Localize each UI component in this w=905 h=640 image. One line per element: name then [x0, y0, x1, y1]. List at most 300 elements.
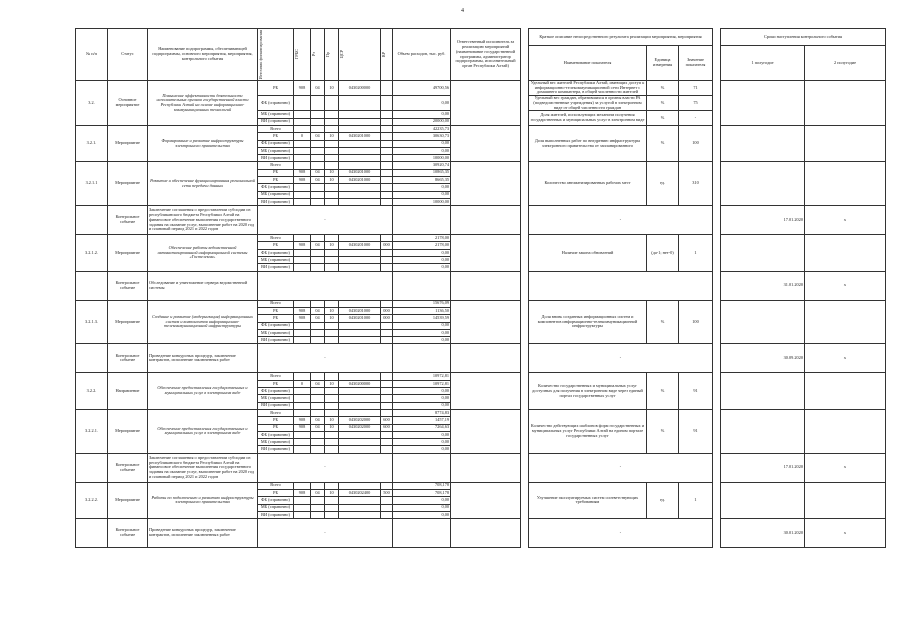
amount-value: 1136,50: [393, 307, 451, 314]
grbs-code: [294, 395, 311, 402]
half2-cell: [805, 300, 886, 344]
grbs-code: [294, 497, 311, 504]
gap-cell: [521, 344, 529, 373]
header-rz-text: Рз: [311, 52, 316, 57]
item-number: 3.2.2.1.: [76, 409, 108, 453]
finance-source: ВИ (справочно): [258, 155, 294, 162]
csr-code: [339, 322, 381, 329]
amount-value: 0,00: [393, 111, 451, 118]
gap-cell: [521, 235, 529, 271]
finance-source: РБ: [258, 81, 294, 96]
indicator-unit: %: [647, 125, 679, 161]
item-status: Мероприятие: [108, 482, 148, 518]
finance-source: ФБ (справочно): [258, 249, 294, 256]
vr-code: [381, 155, 393, 162]
indicator-value: 91: [679, 409, 713, 453]
gap-cell: [713, 81, 721, 126]
finance-source: Всего: [258, 482, 294, 489]
header-value: Значение показателя: [679, 46, 713, 81]
rz-code: [311, 497, 325, 504]
header-num: № п/п: [76, 29, 108, 81]
page-number: 4: [461, 8, 464, 14]
pr-code: [325, 257, 339, 264]
event-amount: [393, 206, 451, 235]
rz-code: [311, 300, 325, 307]
gap-cell: [713, 125, 721, 161]
grbs-code: [294, 184, 311, 191]
event-name: Проведение конкурсных процедур, заключение контрактов, исполнение заключенных работ: [148, 344, 258, 373]
pr-code: 10: [325, 169, 339, 176]
event-half2: х: [805, 453, 886, 482]
csr-code: [339, 300, 381, 307]
grbs-code: [294, 235, 311, 242]
indicator-value: 100: [679, 300, 713, 344]
event-amount: [393, 271, 451, 300]
gap-cell: [521, 125, 529, 161]
indicator-name: Наличие закона обновлений: [529, 235, 647, 271]
rz-code: [311, 373, 325, 380]
event-half2: х: [805, 206, 886, 235]
pr-code: [325, 184, 339, 191]
rz-code: 04: [311, 424, 325, 431]
item-status: Мероприятие: [108, 162, 148, 206]
csr-code: 0430201000: [339, 242, 381, 249]
grbs-code: [294, 504, 311, 511]
finance-source: ВИ (справочно): [258, 446, 294, 453]
pr-code: [325, 446, 339, 453]
csr-code: [339, 125, 381, 132]
rz-code: 04: [311, 307, 325, 314]
grbs-code: 908: [294, 490, 311, 497]
pr-code: [325, 249, 339, 256]
grbs-code: [294, 147, 311, 154]
grbs-code: [294, 409, 311, 416]
half1-cell: [721, 125, 805, 161]
gap-cell: [521, 409, 529, 453]
indicator-value: 75: [679, 96, 713, 111]
event-num-cell: [76, 206, 108, 235]
indicator-name: Доля вновь созданных информационных систем и компонентов информационно-телекоммуникационной инфраструктуры: [529, 300, 647, 344]
amount-value: 0,00: [393, 140, 451, 147]
gap-cell: [521, 453, 529, 482]
header-event-group: Сроки наступления контрольного события: [721, 29, 886, 46]
finance-source: МБ (справочно): [258, 191, 294, 198]
pr-code: [325, 198, 339, 205]
budget-table: [75, 28, 886, 548]
indicator-name: Удельный вес граждан, обратившихся в органы власти РА (подведомственные учреждения) за услугой в электронном виде от общей численности граждан: [529, 96, 647, 111]
finance-row: [76, 409, 886, 416]
pr-code: [325, 162, 339, 169]
indicator-value: 100: [679, 125, 713, 161]
pr-code: 10: [325, 490, 339, 497]
item-name: Создание и развитие (модернизация) информационных систем и компонентов информационно-телекоммуникационной инфраструктуры: [148, 300, 258, 344]
item-name: Обеспечение предоставления государственных и муниципальных услуг в электронном виде: [148, 409, 258, 453]
event-half2: х: [805, 271, 886, 300]
event-half1-date: 31.01.2020: [721, 271, 805, 300]
event-status: Контрольное событие: [108, 206, 148, 235]
csr-code: [339, 373, 381, 380]
grbs-code: 908: [294, 81, 311, 96]
vr-code: [381, 140, 393, 147]
header-csr-text: ЦСР: [339, 50, 344, 59]
header-name: Наименование подпрограммы, обеспечивающей подпрограммы, основного мероприятия, мероприятия, контрольного события: [148, 29, 258, 81]
csr-code: 0430200000: [339, 380, 381, 387]
header-status: Статус: [108, 29, 148, 81]
amount-value: 0,00: [393, 96, 451, 111]
event-name: Заключение соглашения о предоставлении субсидии из республиканского бюджета Республики Алтай на финансовое обеспечение выполнения государственного задания на оказание услуг, выполнение работ на 2020 год и плановый период 2021 и 2022 годов: [148, 206, 258, 235]
rz-code: [311, 395, 325, 402]
amount-value: 2178,00: [393, 242, 451, 249]
grbs-code: [294, 322, 311, 329]
item-number: 3.2.1.1: [76, 162, 108, 206]
grbs-code: [294, 446, 311, 453]
rz-code: [311, 235, 325, 242]
amount-value: 14539,59: [393, 315, 451, 322]
finance-source: РБ: [258, 307, 294, 314]
vr-code: [381, 482, 393, 489]
rz-code: [311, 198, 325, 205]
csr-code: [339, 395, 381, 402]
rz-code: 04: [311, 242, 325, 249]
event-result-dash: [529, 271, 713, 300]
event-executor: [451, 453, 521, 482]
gap-cell: [713, 235, 721, 271]
finance-source: ФБ (справочно): [258, 388, 294, 395]
finance-source: РБ: [258, 133, 294, 140]
pr-code: [325, 482, 339, 489]
rz-code: [311, 337, 325, 344]
amount-value: 0,00: [393, 184, 451, 191]
pr-code: 10: [325, 417, 339, 424]
rz-code: [311, 140, 325, 147]
vr-code: [381, 409, 393, 416]
amount-value: 0,00: [393, 147, 451, 154]
pr-code: [325, 439, 339, 446]
event-name: Обследование и уничтожение сервера ведомственной системы: [148, 271, 258, 300]
finance-source: РБ: [258, 417, 294, 424]
grbs-code: 908: [294, 169, 311, 176]
vr-code: [381, 176, 393, 183]
pr-code: 10: [325, 424, 339, 431]
csr-code: [339, 198, 381, 205]
amount-value: 42235,73: [393, 125, 451, 132]
grbs-code: 908: [294, 307, 311, 314]
header-amount: Объем расходов, тыс. руб.: [393, 29, 451, 81]
item-status: Направление: [108, 373, 148, 409]
pr-code: [325, 191, 339, 198]
rz-code: [311, 111, 325, 118]
finance-source: РБ: [258, 315, 294, 322]
pr-code: [325, 125, 339, 132]
amount-value: 0,00: [393, 257, 451, 264]
half2-cell: [805, 373, 886, 409]
gap-cell: [521, 482, 529, 518]
vr-code: [381, 300, 393, 307]
pr-code: [325, 322, 339, 329]
finance-source: ФБ (справочно): [258, 497, 294, 504]
rz-code: 04: [311, 417, 325, 424]
vr-code: 600: [381, 417, 393, 424]
indicator-unit: (да-1; нет-0): [647, 235, 679, 271]
pr-code: [325, 395, 339, 402]
grbs-code: [294, 198, 311, 205]
event-name: Проведение конкурсных процедур, заключение контрактов, исполнение заключенных работ: [148, 519, 258, 548]
item-name: Повышение эффективности деятельности исполнительных органов государственной власти Республики Алтай на основе информационно-коммуникационных технологий: [148, 81, 258, 126]
half2-cell: [805, 162, 886, 206]
event-half1-date: 17.01.2020: [721, 206, 805, 235]
event-status: Контрольное событие: [108, 519, 148, 548]
grbs-code: [294, 162, 311, 169]
indicator-unit: %: [647, 373, 679, 409]
event-half1-date: 30.09.2020: [721, 344, 805, 373]
gap-cell: [521, 81, 529, 126]
half1-cell: [721, 300, 805, 344]
event-half1-date: 30.01.2020: [721, 519, 805, 548]
finance-source: РБ: [258, 380, 294, 387]
csr-code: 0430201000: [339, 315, 381, 322]
finance-source: ВИ (справочно): [258, 264, 294, 271]
indicator-value: 71: [679, 81, 713, 96]
vr-code: [381, 511, 393, 518]
indicator-unit: %: [647, 409, 679, 453]
executor-cell: [451, 482, 521, 518]
amount-value: 10972,81: [393, 380, 451, 387]
amount-value: 0,00: [393, 504, 451, 511]
amount-value: 10972,81: [393, 373, 451, 380]
finance-source: ВИ (справочно): [258, 402, 294, 409]
indicator-name: Количество государственных и муниципальных услуг доступных для получения в электронном виде через единый портал государственных услуг: [529, 373, 647, 409]
vr-code: [381, 235, 393, 242]
executor-cell: [451, 409, 521, 453]
grbs-code: [294, 511, 311, 518]
gap-cell: [713, 482, 721, 518]
gap-cell: [713, 271, 721, 300]
event-num-cell: [76, 271, 108, 300]
amount-value: 0,00: [393, 511, 451, 518]
rz-code: [311, 249, 325, 256]
grbs-code: [294, 402, 311, 409]
indicator-name: Доля выполненных работ по внедрению инфраструктуры электронного правительства от запланированного: [529, 125, 647, 161]
finance-source: МБ (справочно): [258, 257, 294, 264]
event-dash: -: [258, 206, 393, 235]
amount-value: 0,00: [393, 446, 451, 453]
gap-cell: [521, 519, 529, 548]
vr-code: [381, 322, 393, 329]
csr-code: [339, 431, 381, 438]
amount-value: 30920,74: [393, 162, 451, 169]
gap-cell: [713, 453, 721, 482]
rz-code: [311, 329, 325, 336]
event-dash: -: [258, 344, 393, 373]
rz-code: 04: [311, 81, 325, 96]
vr-code: [381, 380, 393, 387]
grbs-code: 908: [294, 176, 311, 183]
pr-code: [325, 300, 339, 307]
event-executor: [451, 271, 521, 300]
executor-cell: [451, 162, 521, 206]
csr-code: 0430201000: [339, 133, 381, 140]
csr-code: [339, 147, 381, 154]
indicator-unit: %: [647, 96, 679, 111]
rz-code: [311, 388, 325, 395]
amount-value: 0,00: [393, 191, 451, 198]
gap-cell: [521, 206, 529, 235]
event-result-dash: -: [529, 344, 713, 373]
amount-value: 0,00: [393, 439, 451, 446]
finance-row: [76, 125, 886, 132]
csr-code: [339, 482, 381, 489]
pr-code: 10: [325, 176, 339, 183]
indicator-unit: ед.: [647, 482, 679, 518]
amount-value: 10000,00: [393, 155, 451, 162]
rz-code: 04: [311, 133, 325, 140]
csr-code: [339, 184, 381, 191]
executor-cell: [451, 235, 521, 271]
grbs-code: [294, 300, 311, 307]
indicator-name: Удельный вес жителей Республики Алтай, имеющих доступ к информационно-телекоммуникационной сети Интернет с домашнего компьютера, в общей численности жителей: [529, 81, 647, 96]
executor-cell: [451, 81, 521, 126]
grbs-code: [294, 388, 311, 395]
gap-cell: [713, 344, 721, 373]
csr-code: 0430201000: [339, 176, 381, 183]
header-grbs: [294, 29, 311, 81]
finance-source: ФБ (справочно): [258, 96, 294, 111]
finance-source: МБ (справочно): [258, 147, 294, 154]
event-result-dash: -: [529, 453, 713, 482]
item-number: 3.2.: [76, 81, 108, 126]
event-name: Заключение соглашения о предоставлении субсидии из республиканского бюджета Республики Алтай на финансовое обеспечение выполнения государственного задания на оказание услуг, выполнение работ на 2020 год и плановый период 2021 и 2022 годов: [148, 453, 258, 482]
finance-source: МБ (справочно): [258, 111, 294, 118]
rz-code: [311, 482, 325, 489]
gap-cell: [521, 162, 529, 206]
event-result-dash: -: [529, 206, 713, 235]
amount-value: 8774,83: [393, 409, 451, 416]
executor-cell: [451, 373, 521, 409]
grbs-code: 908: [294, 315, 311, 322]
finance-row: [76, 373, 886, 380]
rz-code: [311, 162, 325, 169]
rz-code: [311, 257, 325, 264]
header-gap-2: [713, 29, 721, 81]
event-half2: х: [805, 519, 886, 548]
amount-value: 0,00: [393, 395, 451, 402]
rz-code: [311, 147, 325, 154]
finance-source: ФБ (справочно): [258, 431, 294, 438]
indicator-value: 1: [679, 235, 713, 271]
indicator-unit: %: [647, 300, 679, 344]
header-vr-text: ВР: [381, 51, 386, 58]
gap-cell: [713, 162, 721, 206]
finance-row: [76, 482, 886, 489]
rz-code: 04: [311, 169, 325, 176]
pr-code: 10: [325, 380, 339, 387]
pr-code: [325, 118, 339, 125]
half1-cell: [721, 482, 805, 518]
item-name: Формирование и развитие инфраструктуры электронного правительства: [148, 125, 258, 161]
event-num-cell: [76, 344, 108, 373]
item-number: 3.2.2.: [76, 373, 108, 409]
event-num-cell: [76, 519, 108, 548]
finance-source: ВИ (справочно): [258, 337, 294, 344]
event-amount: [393, 453, 451, 482]
csr-code: [339, 155, 381, 162]
header-pr-text: Пр: [325, 51, 330, 58]
csr-code: 0430202400: [339, 490, 381, 497]
event-result-dash: -: [529, 519, 713, 548]
table-body: [76, 81, 886, 548]
amount-value: 0,00: [393, 329, 451, 336]
finance-source: ВИ (справочно): [258, 118, 294, 125]
pr-code: [325, 155, 339, 162]
grbs-code: [294, 373, 311, 380]
vr-code: [381, 431, 393, 438]
csr-code: 0430202000: [339, 424, 381, 431]
csr-code: [339, 111, 381, 118]
event-half1-date: 17.01.2020: [721, 453, 805, 482]
amount-value: 2178,00: [393, 235, 451, 242]
rz-code: [311, 125, 325, 132]
event-executor: [451, 206, 521, 235]
csr-code: [339, 118, 381, 125]
finance-source: РБ: [258, 242, 294, 249]
csr-code: [339, 162, 381, 169]
header-half2: 2 полугодие: [805, 46, 886, 81]
event-amount: [393, 519, 451, 548]
vr-code: [381, 388, 393, 395]
pr-code: [325, 264, 339, 271]
grbs-code: [294, 96, 311, 111]
gap-cell: [713, 300, 721, 344]
finance-source: МБ (справочно): [258, 395, 294, 402]
amount-value: 708,178: [393, 482, 451, 489]
item-name: Обеспечение работы ведомственной автоматизированной информационной системы «Гостелеком»: [148, 235, 258, 271]
finance-source: Всего: [258, 125, 294, 132]
grbs-code: [294, 264, 311, 271]
half1-cell: [721, 162, 805, 206]
csr-code: [339, 191, 381, 198]
rz-code: 04: [311, 315, 325, 322]
gap-cell: [521, 373, 529, 409]
vr-code: [381, 439, 393, 446]
grbs-code: [294, 337, 311, 344]
finance-source: РБ: [258, 490, 294, 497]
header-unit: Единица измерения: [647, 46, 679, 81]
vr-code: [381, 111, 393, 118]
executor-cell: [451, 300, 521, 344]
amount-value: 10000,00: [393, 198, 451, 205]
indicator-name: Количество автоматизированных рабочих мест: [529, 162, 647, 206]
csr-code: [339, 497, 381, 504]
amount-value: 7264,63: [393, 424, 451, 431]
amount-value: 8665,35: [393, 176, 451, 183]
amount-value: 1457,19: [393, 417, 451, 424]
csr-code: [339, 402, 381, 409]
finance-source: РБ: [258, 424, 294, 431]
vr-code: [381, 162, 393, 169]
rz-code: [311, 402, 325, 409]
amount-value: 0,00: [393, 264, 451, 271]
pr-code: [325, 409, 339, 416]
vr-code: [381, 337, 393, 344]
half2-cell: [805, 482, 886, 518]
vr-code: [381, 504, 393, 511]
control-event-row: [76, 206, 886, 235]
rz-code: [311, 504, 325, 511]
csr-code: 0430202000: [339, 417, 381, 424]
csr-code: 0430201000: [339, 169, 381, 176]
rz-code: [311, 322, 325, 329]
header-csr: [339, 29, 381, 81]
